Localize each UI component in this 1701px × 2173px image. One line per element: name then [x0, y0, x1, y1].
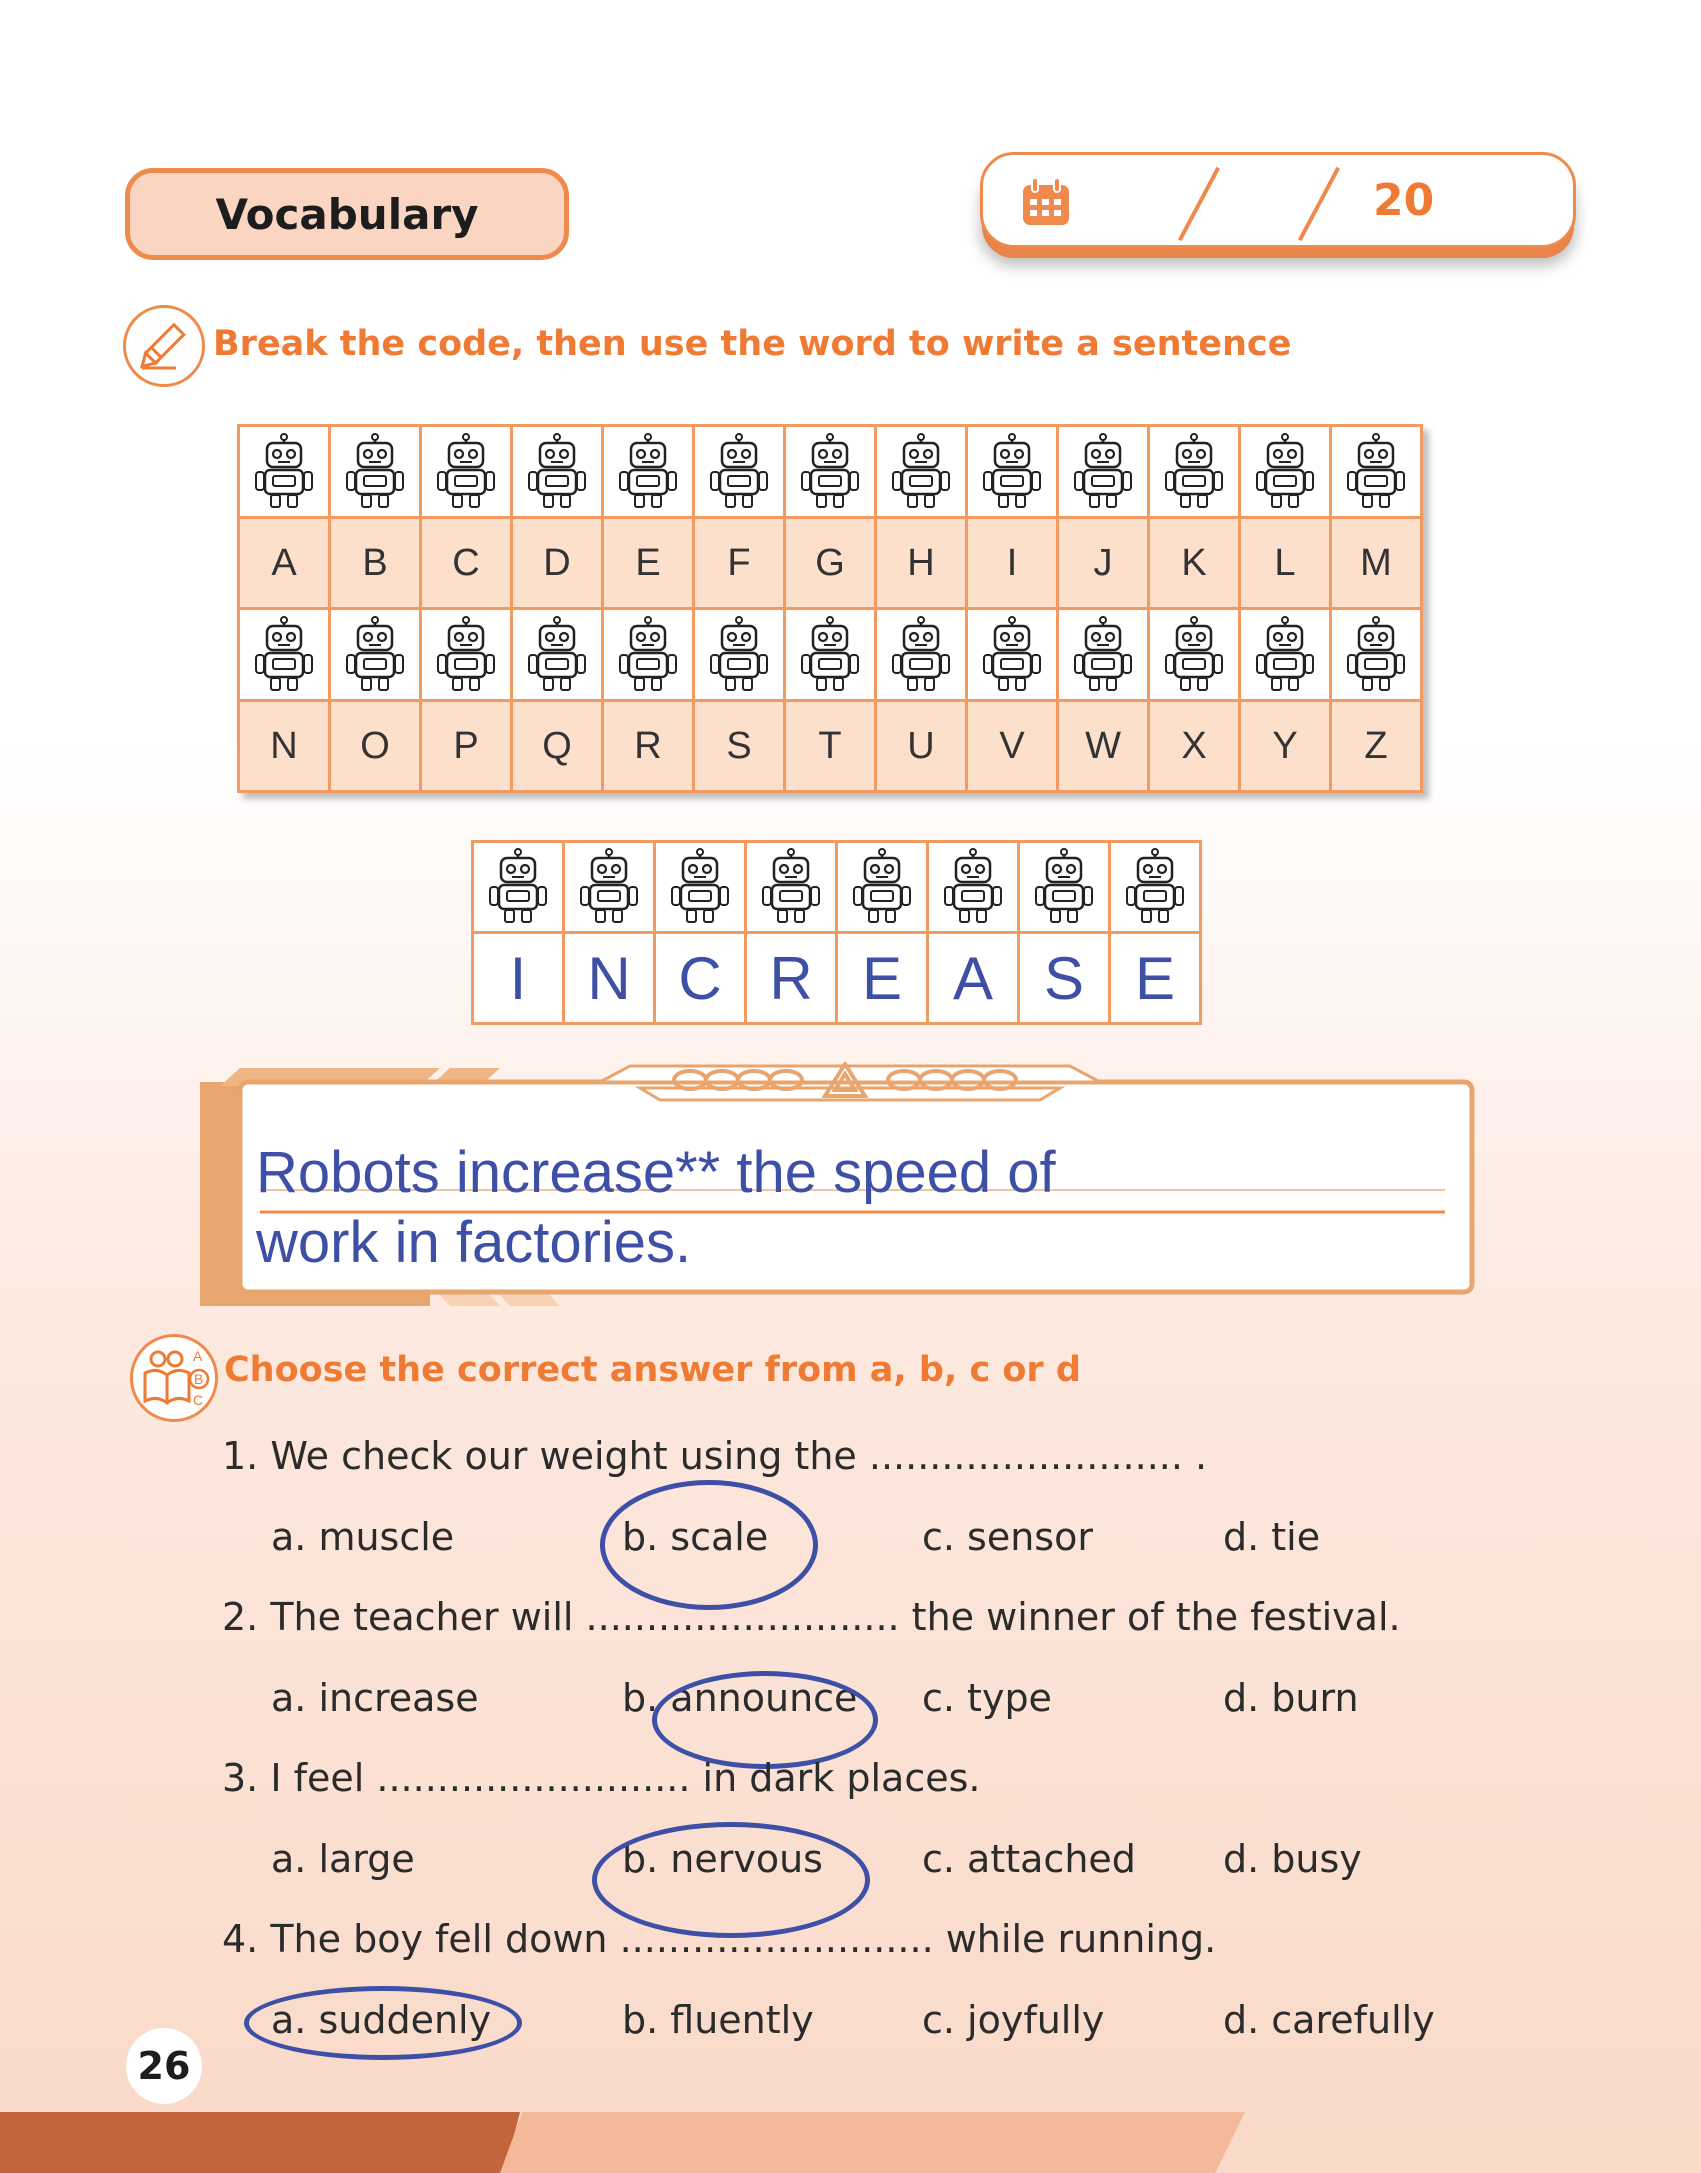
cipher-letter: S: [694, 701, 785, 792]
cipher-letter: G: [785, 518, 876, 609]
answer-letter[interactable]: S: [1019, 933, 1110, 1024]
page-number: 26: [126, 2028, 202, 2104]
cipher-letter: P: [421, 701, 512, 792]
answer-letter[interactable]: A: [928, 933, 1019, 1024]
cipher-letter: Q: [512, 701, 603, 792]
date-separator: [1178, 167, 1220, 241]
answer-letter[interactable]: C: [655, 933, 746, 1024]
option-4b[interactable]: b. fluently: [622, 1998, 814, 2042]
robot-icon: [1019, 842, 1110, 933]
cipher-letter: J: [1058, 518, 1149, 609]
option-2a[interactable]: a. increase: [271, 1676, 479, 1720]
calendar-icon: [1019, 175, 1073, 229]
cipher-letter: A: [239, 518, 330, 609]
date-year: 20: [1373, 175, 1435, 226]
sentence-line: Robots increase** the speed of: [256, 1140, 1056, 1205]
robot-icon: [655, 842, 746, 933]
robot-icon: [421, 426, 512, 518]
robot-icon: [1110, 842, 1201, 933]
svg-text:B: B: [194, 1371, 204, 1387]
robot-icon: [421, 609, 512, 701]
cipher-letter: Z: [1331, 701, 1422, 792]
option-2b[interactable]: b. announce: [622, 1676, 858, 1720]
answer-circle: [244, 1986, 522, 2060]
robot-icon: [1058, 426, 1149, 518]
cipher-table: [237, 424, 1423, 793]
pencil-icon: [123, 305, 205, 387]
section-title: Vocabulary: [125, 168, 569, 260]
option-4a[interactable]: a. suddenly: [271, 1998, 492, 2042]
robot-icon: [1149, 609, 1240, 701]
option-1c[interactable]: c. sensor: [922, 1515, 1093, 1559]
book-abc-icon: [130, 1334, 218, 1422]
cipher-letter: F: [694, 518, 785, 609]
answer-letter[interactable]: I: [473, 933, 564, 1024]
cipher-letter: T: [785, 701, 876, 792]
robot-icon: [1058, 609, 1149, 701]
robot-icon: [837, 842, 928, 933]
date-field[interactable]: [980, 152, 1576, 248]
robot-icon: [512, 609, 603, 701]
answer-letter[interactable]: R: [746, 933, 837, 1024]
option-3c[interactable]: c. attached: [922, 1837, 1136, 1881]
cipher-letter: V: [967, 701, 1058, 792]
option-2c[interactable]: c. type: [922, 1676, 1052, 1720]
robot-icon: [603, 609, 694, 701]
cipher-letter: U: [876, 701, 967, 792]
robot-icon: [239, 609, 330, 701]
robot-icon: [1331, 426, 1422, 518]
option-1b[interactable]: b. scale: [622, 1515, 769, 1559]
robot-icon: [746, 842, 837, 933]
robot-icon: [330, 609, 421, 701]
robot-icon: [1331, 609, 1422, 701]
option-3d[interactable]: d. busy: [1223, 1837, 1362, 1881]
answer-circle: [600, 1480, 818, 1610]
option-2d[interactable]: d. burn: [1223, 1676, 1359, 1720]
cipher-letter: H: [876, 518, 967, 609]
robot-icon: [967, 609, 1058, 701]
robot-icon: [512, 426, 603, 518]
footer-stripe: [0, 2112, 520, 2173]
option-1d[interactable]: d. tie: [1223, 1515, 1321, 1559]
task1-instruction: Break the code, then use the word to write a sentence: [213, 324, 1292, 364]
question-1: 1. We check our weight using the .......................... .: [222, 1434, 1208, 1478]
sentence-line: work in factories.: [256, 1210, 692, 1275]
task2-instruction: Choose the correct answer from a, b, c or d: [224, 1350, 1081, 1390]
svg-text:A: A: [193, 1348, 203, 1364]
cipher-letter: X: [1149, 701, 1240, 792]
answer-letter[interactable]: E: [1110, 933, 1201, 1024]
robot-icon: [876, 426, 967, 518]
robot-icon: [564, 842, 655, 933]
footer-stripe: [500, 2112, 1245, 2173]
cipher-letter: I: [967, 518, 1058, 609]
question-3: 3. I feel .......................... in dark places.: [222, 1756, 981, 1800]
option-1a[interactable]: a. muscle: [271, 1515, 455, 1559]
answer-circle: [652, 1671, 878, 1769]
answer-letter[interactable]: E: [837, 933, 928, 1024]
decoded-word-table: [471, 840, 1202, 1025]
written-sentence[interactable]: [256, 1138, 1446, 1278]
svg-text:C: C: [193, 1392, 204, 1408]
cipher-letter: E: [603, 518, 694, 609]
cipher-letter: B: [330, 518, 421, 609]
robot-icon: [694, 426, 785, 518]
robot-icon: [1149, 426, 1240, 518]
robot-icon: [473, 842, 564, 933]
cipher-letter: N: [239, 701, 330, 792]
robot-icon: [694, 609, 785, 701]
option-4c[interactable]: c. joyfully: [922, 1998, 1105, 2042]
robot-icon: [928, 842, 1019, 933]
option-3a[interactable]: a. large: [271, 1837, 415, 1881]
cipher-letter: L: [1240, 518, 1331, 609]
robot-icon: [239, 426, 330, 518]
cipher-letter: C: [421, 518, 512, 609]
robot-icon: [967, 426, 1058, 518]
date-separator: [1298, 167, 1340, 241]
robot-icon: [785, 426, 876, 518]
cipher-letter: R: [603, 701, 694, 792]
cipher-letter: M: [1331, 518, 1422, 609]
robot-icon: [785, 609, 876, 701]
question-2: 2. The teacher will .......................... the winner of the festival.: [222, 1595, 1401, 1639]
answer-letter[interactable]: N: [564, 933, 655, 1024]
robot-icon: [603, 426, 694, 518]
option-3b[interactable]: b. nervous: [622, 1837, 823, 1881]
robot-icon: [1240, 609, 1331, 701]
question-4: 4. The boy fell down .......................... while running.: [222, 1917, 1217, 1961]
option-4d[interactable]: d. carefully: [1223, 1998, 1435, 2042]
robot-icon: [330, 426, 421, 518]
robot-icon: [1240, 426, 1331, 518]
cipher-letter: K: [1149, 518, 1240, 609]
cipher-letter: D: [512, 518, 603, 609]
cipher-letter: O: [330, 701, 421, 792]
cipher-letter: Y: [1240, 701, 1331, 792]
cipher-letter: W: [1058, 701, 1149, 792]
robot-icon: [876, 609, 967, 701]
